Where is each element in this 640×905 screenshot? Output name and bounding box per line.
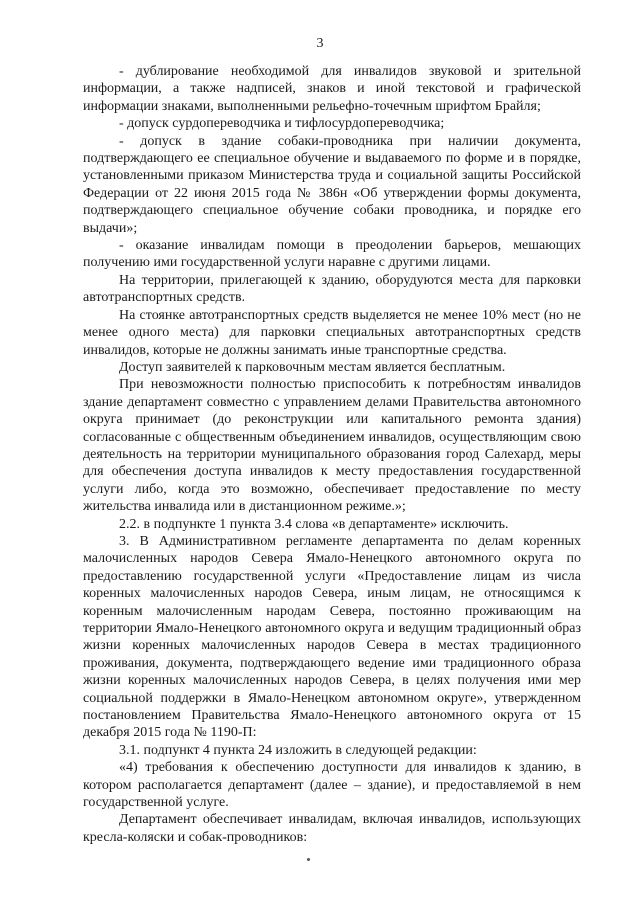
paragraph-braille-duplication: - дублирование необходимой для инвалидов звуковой и зрительной информации, а также надписей, знаков и иной текстовой и графической информации знаками, выполненными рельефно-точечным шрифтом Брайля; <box>83 64 581 114</box>
document-body <box>83 63 581 846</box>
paragraph-department-provides: Департамент обеспечивает инвалидам, включая инвалидов, использующих кресла-коляски и собак-проводников: <box>83 812 581 845</box>
paragraph-clause-3-1: 3.1. подпункт 4 пункта 24 изложить в следующей редакции: <box>119 742 477 758</box>
paragraph-requirements: «4) требования к обеспечению доступности для инвалидов к зданию, в котором располагается департамент (далее – здание), и предоставляемой в нем государственной услуге. <box>83 760 581 811</box>
paragraph-sign-interpreter: - допуск сурдопереводчика и тифлосурдопереводчика; <box>119 116 445 132</box>
paragraph-barrier-assistance: - оказание инвалидам помощи в преодолении барьеров, мешающих получению ими государственной услуги наравне с другими лицами. <box>83 238 581 271</box>
paragraph-clause-2-2: 2.2. в подпункте 1 пункта 3.4 слова «в департаменте» исключить. <box>119 516 509 532</box>
page-number: 3 <box>316 36 324 51</box>
paragraph-parking-places: На территории, прилегающей к зданию, оборудуются места для парковки автотранспортных средств. <box>83 272 581 306</box>
paragraph-accessibility-measures: При невозможности полностью приспособить к потребностям инвалидов здание департамент совместно с управлением делами Правительства автономного округа принимает (до реконструкции или капитального ремонта здания) согласованные с общественным объединением инвалидов, осуществляющим свою деятельность на территории муниципального образования город Салехард, меры для обеспечения доступа инвалидов к месту предоставления государственной услуги либо, когда это возможно, обеспечивает предоставление по месту жительства инвалида или в дистанционном режиме.»; <box>83 377 581 515</box>
paragraph-parking-free: Доступ заявителей к парковочным местам является бесплатным. <box>119 359 506 375</box>
scan-dot <box>307 858 310 861</box>
paragraph-parking-quota: На стоянке автотранспортных средств выделяется не менее 10% мест (но не менее одного места) для парковки специальных автотранспортных средств инвалидов, которые не должны занимать иные транспортные средства. <box>83 307 581 358</box>
paragraph-guide-dog: - допуск в здание собаки-проводника при наличии документа, подтверждающего ее специальное обучение и выдаваемого по форме и в порядке, установленными приказом Министерства труда и социальной защиты Российской Федерации от 22 июня 2015 года № 386н «Об утверждении формы документа, подтверждающего специальное обучение собаки проводника, и порядке его выдачи»; <box>83 133 581 236</box>
paragraph-clause-3: 3. В Административном регламенте департамента по делам коренных малочисленных народов Севера Ямало-Ненецкого автономного округа по предоставлению государственной услуги «Предоставление лицам из числа коренных малочисленных народов Севера, иным лицам, не относящимся к коренным малочисленным народам Севера, постоянно проживающим на территории Ямало-Ненецкого автономного округа и ведущим традиционный образ жизни коренных малочисленных народов Севера в местах традиционного проживания, документа, подтверждающего ведение ими традиционного образа жизни коренных малочисленных народов Севера, в целях получения ими мер социальной поддержки в Ямало-Ненецком автономном округе», утвержденном постановлением Правительства Ямало-Ненецкого автономного округа от 15 декабря 2015 года № 1190-П: <box>83 533 581 741</box>
